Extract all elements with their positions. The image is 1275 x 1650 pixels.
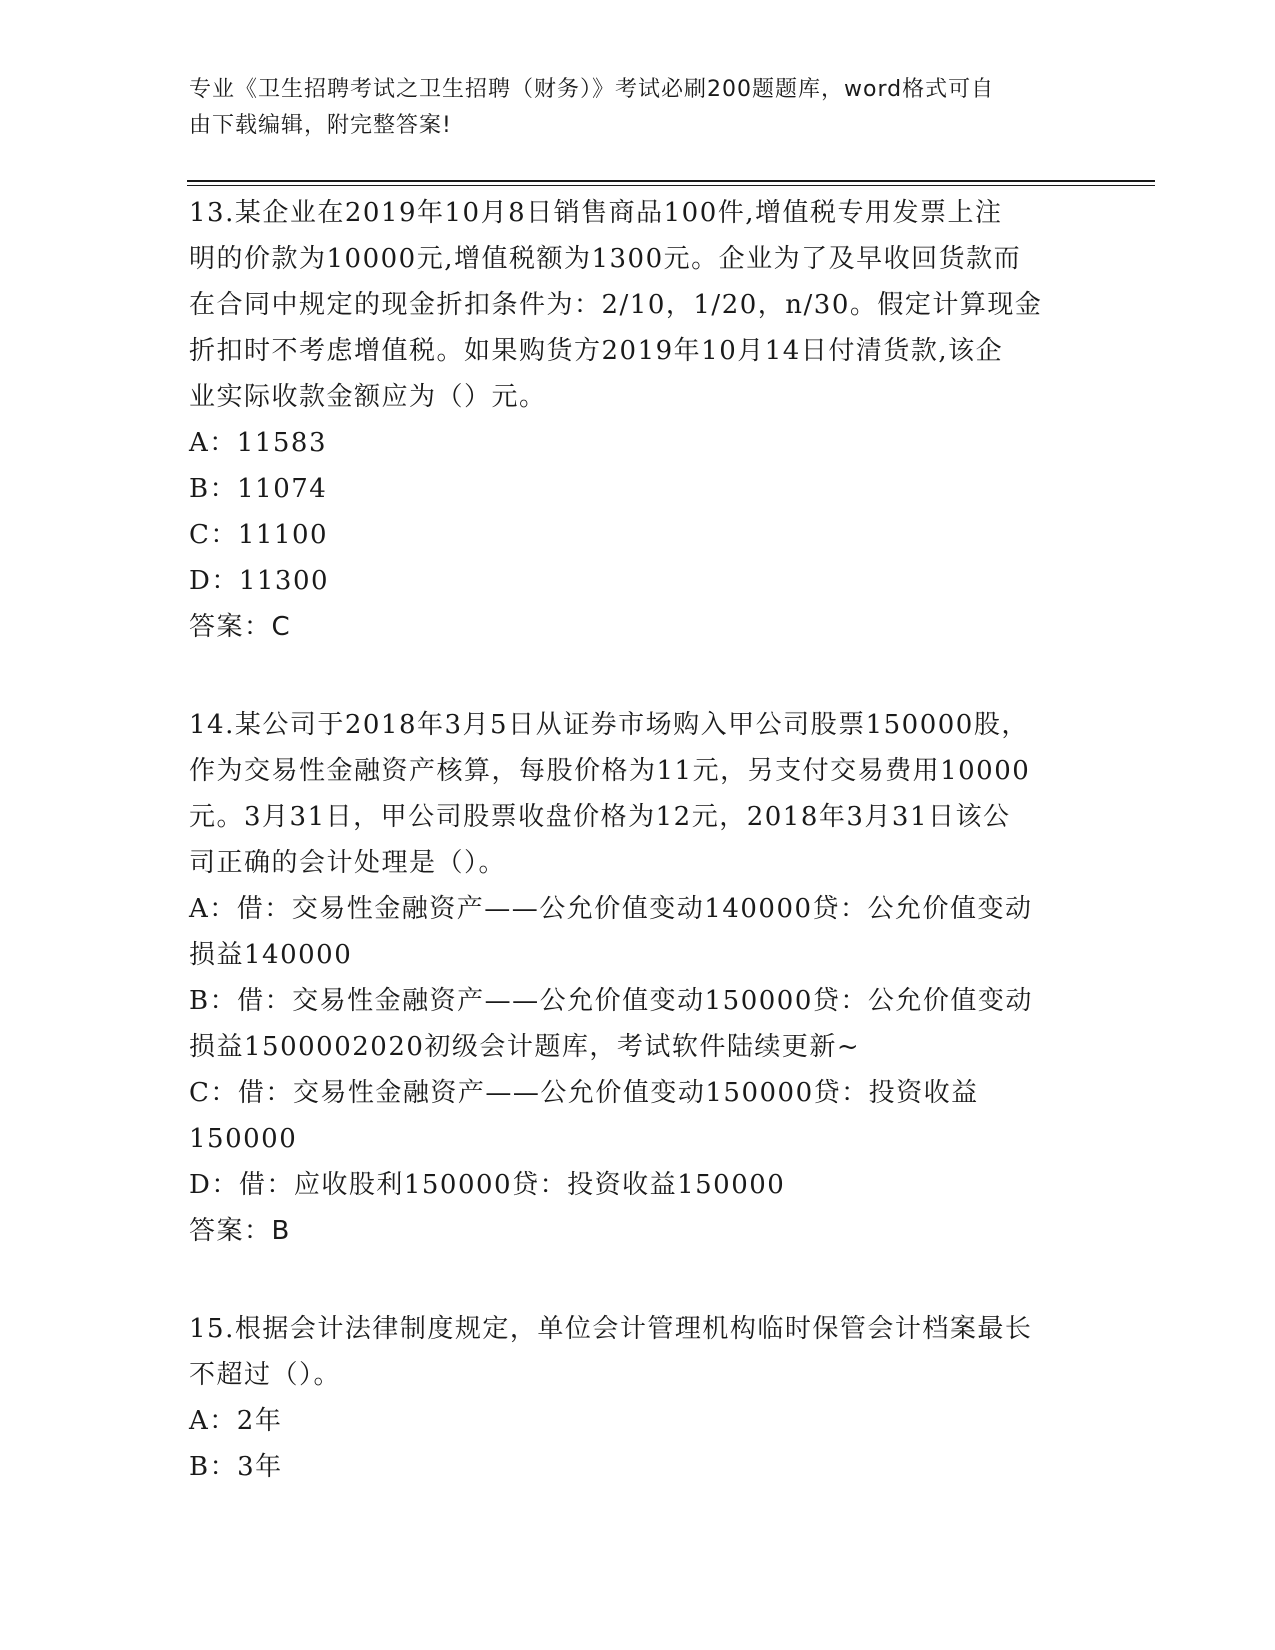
option-c: C：11100: [189, 520, 329, 550]
question-block: [189, 1306, 1089, 1490]
question-block: [189, 190, 1089, 650]
option-d: D：借：应收股利150000贷：投资收益150000: [189, 1170, 786, 1200]
option-c-continued: 150000: [189, 1124, 298, 1154]
answer-line: 答案：C: [189, 612, 292, 642]
question-text-line: 不超过（）。: [189, 1360, 342, 1390]
question-text-line: 14.某公司于2018年3月5日从证券市场购入甲公司股票150000股，: [189, 710, 1029, 740]
option-a-continued: 损益140000: [189, 940, 353, 970]
question-text-line: 15.根据会计法律制度规定，单位会计管理机构临时保管会计档案最长: [189, 1314, 1033, 1344]
header-divider-thin: [187, 185, 1155, 186]
question-text-line: 折扣时不考虑增值税。如果购货方2019年10月14日付清货款,该企: [189, 336, 1004, 366]
option-a: A：11583: [189, 428, 327, 458]
option-c: C：借：交易性金融资产——公允价值变动150000贷：投资收益: [189, 1078, 979, 1108]
question-text-line: 13.某企业在2019年10月8日销售商品100件,增值税专用发票上注: [189, 198, 1003, 228]
option-b: B：11074: [189, 474, 328, 504]
header-divider-thick: [187, 180, 1155, 182]
option-d: D：11300: [189, 566, 330, 596]
question-spacer: [189, 1254, 1089, 1306]
option-b-continued: 损益1500002020初级会计题库，考试软件陆续更新~: [189, 1032, 861, 1062]
question-block: [189, 702, 1089, 1254]
option-b: B：借：交易性金融资产——公允价值变动150000贷：公允价值变动: [189, 986, 1033, 1016]
header-line-2: 由下载编辑，附完整答案!: [189, 113, 452, 138]
option-b: B：3年: [189, 1452, 283, 1482]
question-spacer: [189, 650, 1089, 702]
question-list: [189, 190, 1089, 1490]
question-text-line: 元。3月31日，甲公司股票收盘价格为12元，2018年3月31日该公: [189, 802, 1011, 832]
question-text-line: 作为交易性金融资产核算，每股价格为11元，另支付交易费用10000: [189, 756, 1031, 786]
answer-line: 答案：B: [189, 1216, 291, 1246]
question-text-line: 在合同中规定的现金折扣条件为：2/10，1/20，n/30。假定计算现金: [189, 290, 1043, 320]
question-text-line: 业实际收款金额应为（）元。: [189, 382, 547, 412]
question-text-line: 明的价款为10000元,增值税额为1300元。企业为了及早收回货款而: [189, 244, 1022, 274]
option-a: A：2年: [189, 1406, 283, 1436]
option-a: A：借：交易性金融资产——公允价值变动140000贷：公允价值变动: [189, 894, 1033, 924]
header-line-1: 专业《卫生招聘考试之卫生招聘（财务）》考试必刷200题题库，word格式可自: [189, 77, 995, 102]
document-header: [189, 72, 1069, 144]
question-text-line: 司正确的会计处理是（）。: [189, 848, 507, 878]
